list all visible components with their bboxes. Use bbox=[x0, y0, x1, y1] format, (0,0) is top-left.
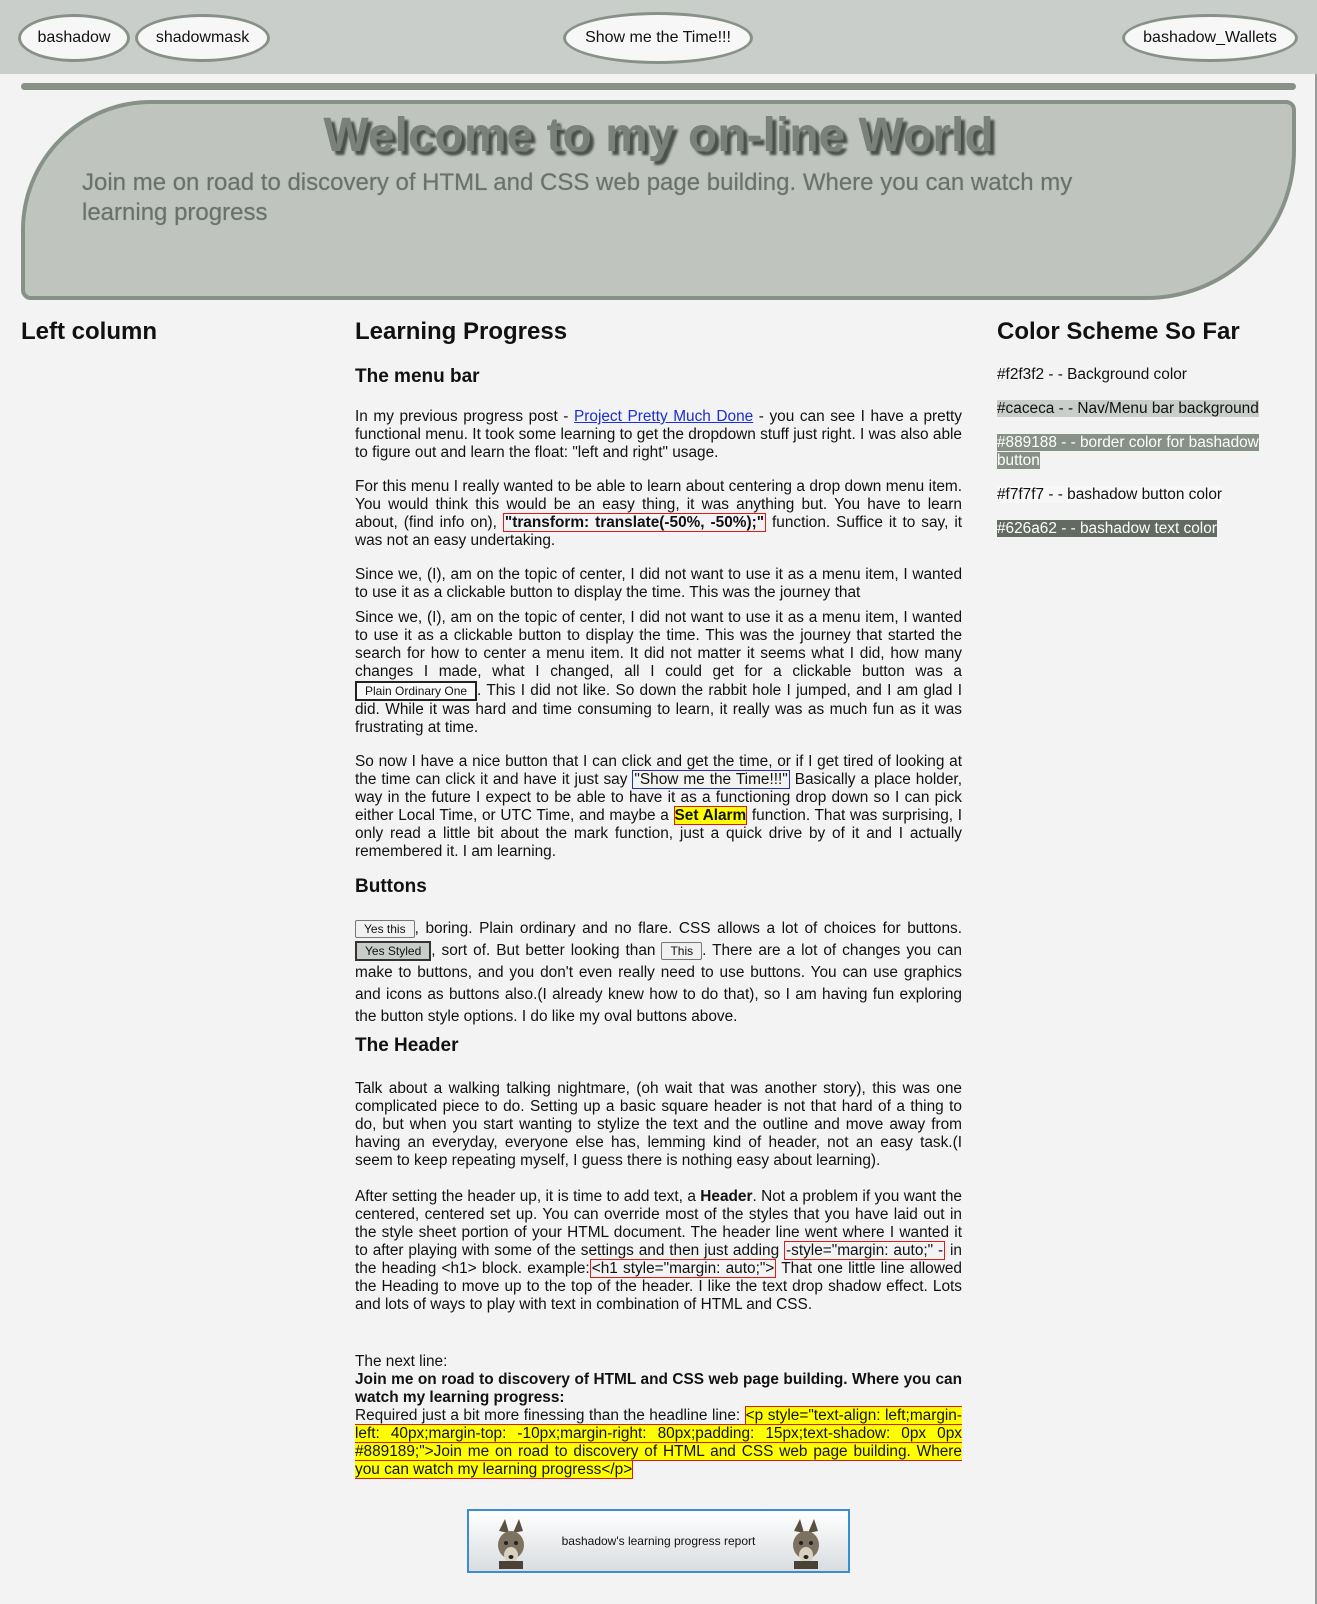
section-heading-menu-bar: The menu bar bbox=[355, 366, 480, 387]
color-item: #f2f3f2 - - Background color bbox=[997, 366, 1187, 383]
main-column-title: Learning Progress bbox=[355, 318, 568, 345]
this-button[interactable]: This bbox=[661, 942, 702, 960]
nav-button-bashadow[interactable]: bashadow bbox=[18, 14, 130, 62]
color-item: #f7f7f7 - - bashadow button color bbox=[997, 486, 1223, 503]
p-style-code: <p style="text-align: left;margin-left: 40px;margin-top: -10px;margin-right: 80px;padding: 15px;text-shadow: 0px 0px #889189;">Join me on road to discovery of HTML and CSS web page building. Where you can watch my learning progress</p> bbox=[355, 1407, 962, 1478]
menu-paragraph-2: For this menu I really wanted to be able to learn about centering a drop down menu item. You would think this would be an easy thing, it was anything but. You have to learn about, (find info on), "transform: translate(-50%, -50%);" function. Suffice it to say, it was not an easy undertaking. bbox=[355, 478, 963, 549]
header-subtitle: Join me on road to discovery of HTML and CSS web page building. Where you can watch my learning progress bbox=[82, 169, 1073, 226]
color-item: #caceca - - Nav/Menu bar background bbox=[997, 400, 1259, 417]
section-heading-header: The Header bbox=[355, 1035, 459, 1056]
wolf-icon bbox=[489, 1517, 533, 1569]
banner-text: bashadow's learning progress report bbox=[561, 1534, 756, 1548]
transform-code: "transform: translate(-50%, -50%);" bbox=[504, 514, 765, 531]
right-column-title: Color Scheme So Far bbox=[997, 318, 1240, 345]
left-column-title: Left column bbox=[21, 318, 157, 345]
menu-paragraph-5: So now I have a nice button that I can click and get the time, or if I get tired of looking at the time can click it and have it just say "Show me the Time!!!" Basically a place holder, way in the future I expect to be able to have it as a functioning drop down so I can pick either Local Time, or UTC Time, and maybe a Set Alarm function. That was surprising, I only read a little bit about the mark function, just a quick drive by of it and I actually remembered it. I am learning. bbox=[355, 753, 963, 860]
header-paragraph-2: After setting the header up, it is time to add text, a Header. Not a problem if you want the centered, centered set up. You can override most of the styles that you have laid out in the style sheet portion of your HTML document. The header line went where I wanted it to after playing with some of the settings and then just adding -style="margin: auto;" - in the heading <h1> block. example: <h1 style="margin: auto;"> That one little line allowed the Heading to move up to the top of the header. I like the text drop shadow effect. Lots and lots of ways to play with text in combination of HTML and CSS. bbox=[355, 1188, 962, 1313]
menu-paragraph-1: In my previous progress post - Project Pretty Much Done - you can see I have a pretty functional menu. It took some learning to get the dropdown stuff just right. I was also able to figure out and learn the float: "left and right" usage. bbox=[355, 408, 962, 461]
menu-paragraph-4: Since we, (I), am on the topic of center, I did not want to use it as a menu item, I wanted to use it as a clickable button to display the time. This was the journey that started the search for how to center a menu item. It did not matter it seems what I did, how many changes I made, what I changed, all I could get for a clickable button was a Plain Ordinary One . This I did not like. So down the rabbit hole I jumped, and I am glad I did. While it was hard and time consuming to learn, it really was as much fun as it was frustrating at time. bbox=[355, 609, 962, 736]
buttons-paragraph: Yes this , boring. Plain ordinary and no flare. CSS allows a lot of choices for buttons. Yes Styled , sort of. But better looking than This . There are a lot of changes you can make to buttons, and you don't even really need to use buttons. You can use graphics and icons as buttons also.(I already knew how to do that), so I am having fun exploring the button style options. I do like my oval buttons above. bbox=[355, 920, 962, 1025]
nav-button-wallets[interactable]: bashadow_Wallets bbox=[1122, 14, 1298, 62]
color-item: #626a62 - - bashadow text color bbox=[997, 520, 1217, 537]
nav-bar bbox=[0, 0, 1317, 74]
margin-auto-code: -style="margin: auto;" - bbox=[786, 1242, 944, 1259]
project-link[interactable]: Project Pretty Much Done bbox=[574, 408, 754, 425]
footer-banner[interactable] bbox=[467, 1509, 850, 1573]
yes-this-button[interactable]: Yes this bbox=[355, 920, 415, 938]
show-time-quote: "Show me the Time!!!" bbox=[634, 771, 788, 788]
yes-styled-button[interactable]: Yes Styled bbox=[355, 941, 431, 961]
header-title: Welcome to my on-line World bbox=[323, 109, 994, 162]
show-time-button[interactable]: Show me the Time!!! bbox=[563, 12, 753, 64]
page-header bbox=[21, 100, 1296, 300]
section-heading-buttons: Buttons bbox=[355, 876, 427, 897]
header-paragraph-1: Talk about a walking talking nightmare, (oh wait that was another story), this was one complicated piece to do. Setting up a basic square header is not that hard of a thing to do, but when you start wanting to stylize the text and the outline and move away from having an everyday, everyone else has, lemming kind of header, not an easy task.(I seem to keep repeating myself, I guess there is nothing easy about learning). bbox=[355, 1080, 962, 1169]
header-paragraph-3: The next line: Join me on road to discovery of HTML and CSS web page building. Where you can watch my learning progress: Required just a bit more finessing than the headline line: <p style="text-align: left;margin-left: 40px;margin-top: -10px;margin-right: 80px;padding: 15px;text-shadow: 0px 0px #889189;">Join me on road to discovery of HTML and CSS web page building. Where you can watch my learning progress</p> bbox=[355, 1353, 962, 1478]
nav-button-shadowmask[interactable]: shadowmask bbox=[135, 14, 270, 62]
menu-paragraph-3-clipped: Since we, (I), am on the topic of center, I did not want to use it as a menu item, I wanted to use it as a clickable button to display the time. This was the journey that bbox=[355, 566, 962, 601]
set-alarm-mark: Set Alarm bbox=[674, 807, 747, 824]
wolf-icon bbox=[784, 1517, 828, 1569]
h1-code: <h1 style="margin: auto;"> bbox=[591, 1260, 775, 1277]
plain-ordinary-button[interactable]: Plain Ordinary One bbox=[355, 681, 477, 701]
color-item: #889188 - - border color for bashadow button bbox=[997, 434, 1259, 469]
nav-divider bbox=[21, 83, 1296, 90]
